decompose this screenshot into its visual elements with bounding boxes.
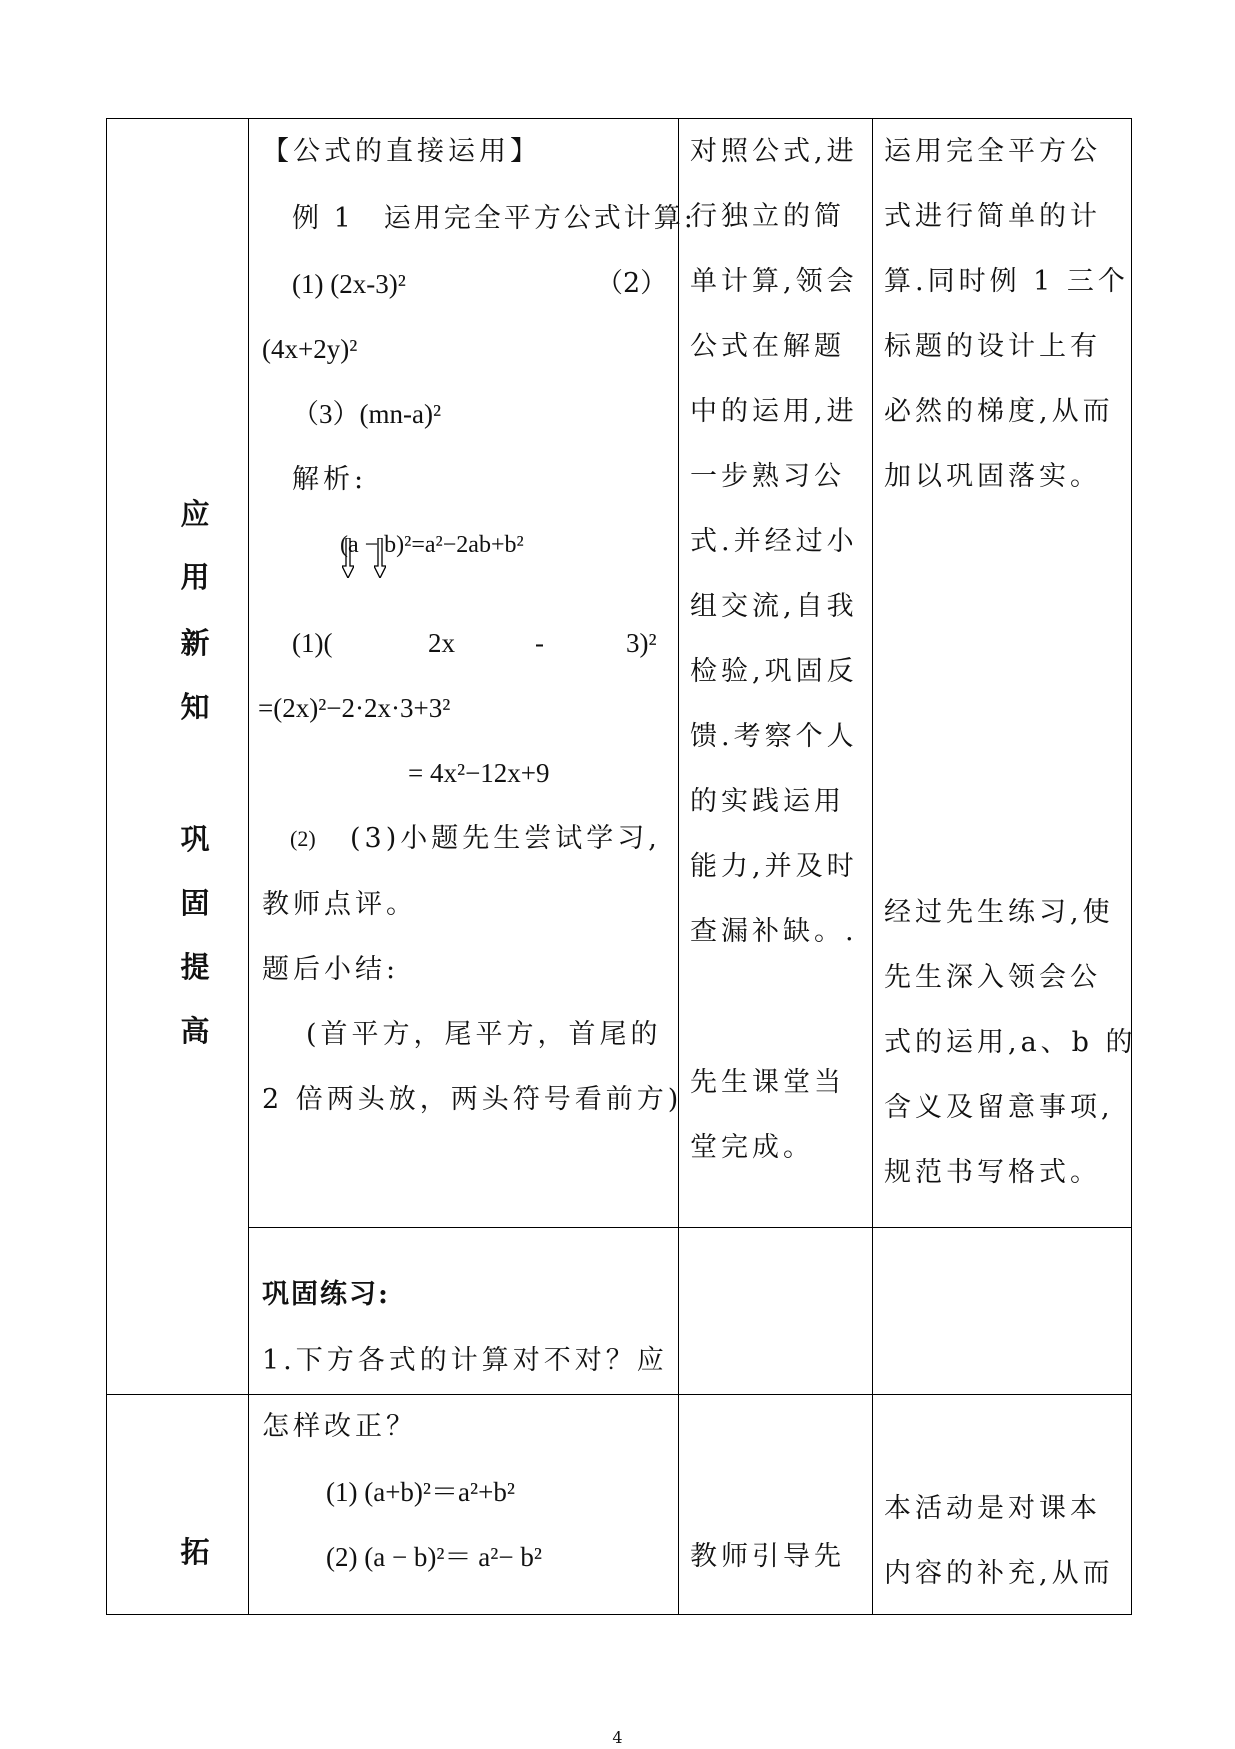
section-label-char: 巩 [180, 822, 210, 856]
practice-question-cont: 怎样改正？ [262, 1411, 417, 1442]
design-intent-line: 加以巩固落实。 [884, 461, 1101, 492]
summary-line-1: (首平方，尾平方，首尾的 [306, 1019, 662, 1050]
question-2-expr: (4x+2y)² [262, 334, 358, 364]
student-activity-line: 能力,并及时 [690, 851, 858, 882]
design-intent-line: 本活动是对课本 [884, 1493, 1101, 1524]
student-activity-line: 中的运用,进 [690, 396, 858, 427]
example-title: 例 1 运用完全平方公式计算: [292, 203, 696, 234]
design-intent-line: 内容的补充,从而 [884, 1558, 1114, 1589]
practice-item-2: (2) (a − b)²＝ a²− b² [326, 1542, 542, 1572]
student-activity-line: 的实践运用 [690, 786, 845, 817]
student-activity-line: 对照公式,进 [690, 136, 858, 167]
student-activity-line: 先生课堂当 [690, 1067, 845, 1098]
question-1: (1) (2x-3)² [292, 269, 406, 299]
section-label-char: 新 [180, 626, 210, 660]
content-heading: 【公式的直接运用】 [262, 136, 541, 167]
solution-line-1-minus: - [535, 628, 544, 658]
student-activity-line: 行独立的简 [690, 201, 845, 232]
design-intent-line: 式进行简单的计 [884, 201, 1101, 232]
solution-line-3: = 4x²−12x+9 [408, 758, 550, 788]
practice-title: 巩固练习: [262, 1279, 390, 1310]
down-arrow-icon [342, 538, 354, 578]
table-left-border [106, 118, 107, 1615]
design-intent-line: 式的运用,a、b 的 [884, 1027, 1137, 1058]
student-activity-line: 单计算,领会 [690, 266, 858, 297]
student-activity-line: 堂完成。 [690, 1132, 814, 1163]
student-activity-line: 查漏补缺。. [690, 916, 858, 947]
row-divider-section [106, 1394, 1132, 1395]
column-divider-3 [872, 118, 873, 1615]
question-2-label: （2） [596, 268, 668, 299]
analysis-label: 解析: [292, 464, 368, 495]
design-intent-line: 先生深入领会公 [884, 962, 1101, 993]
practice-item-1: (1) (a+b)²＝a²+b² [326, 1477, 515, 1507]
section-label-char: 应 [180, 497, 210, 531]
summary-line-2: 2 倍两头放，两头符号看前方) [262, 1084, 683, 1115]
design-intent-line: 算.同时例 1 三个 [884, 266, 1129, 297]
solution-line-1-close: 3)² [626, 628, 657, 658]
teacher-comment: 教师点评。 [262, 889, 417, 920]
student-activity-line: 公式在解题 [690, 331, 845, 362]
design-intent-line: 含义及留意事项, [884, 1092, 1114, 1123]
table-top-border [106, 118, 1132, 119]
down-arrow-icon [374, 538, 386, 578]
section-label-char: 固 [180, 886, 210, 920]
table-right-border [1131, 118, 1132, 1615]
design-intent-line: 运用完全平方公 [884, 136, 1101, 167]
section-label-char: 用 [180, 560, 210, 594]
student-activity-line: 检验,巩固反 [690, 656, 858, 687]
student-activity-line: 组交流,自我 [690, 591, 858, 622]
student-activity-line: 一步熟习公 [690, 461, 845, 492]
column-divider-1 [248, 118, 249, 1615]
design-intent-line: 规范书写格式。 [884, 1157, 1101, 1188]
student-activity-line: 式.并经过小 [690, 526, 858, 557]
solution-line-1-open: (1)( [292, 628, 333, 658]
student-activity-line: 馈.考察个人 [690, 721, 858, 752]
table-bottom-border [106, 1614, 1132, 1615]
design-intent-line: 经过先生练习,使 [884, 897, 1114, 928]
student-activity-line: 教师引导先 [690, 1541, 845, 1572]
section-label-char: 高 [180, 1014, 210, 1048]
design-intent-line: 标题的设计上有 [884, 331, 1101, 362]
solution-line-2: =(2x)²−2·2x·3+3² [258, 693, 451, 723]
section-label-char: 提 [180, 950, 210, 984]
line-23-text: (3)小题先生尝试学习, [350, 823, 661, 854]
column-divider-2 [678, 118, 679, 1615]
practice-question: 1.下方各式的计算对不对？应 [262, 1345, 668, 1376]
summary-title: 题后小结: [262, 954, 400, 985]
line-23-label: (2) [290, 826, 316, 851]
solution-line-1-term: 2x [428, 628, 455, 658]
section-label-char: 拓 [180, 1535, 210, 1569]
formula: (a − b)²=a²−2ab+b² [340, 532, 524, 558]
design-intent-line: 必然的梯度,从而 [884, 396, 1114, 427]
page-number: 4 [612, 1728, 623, 1747]
row-divider-inner [248, 1227, 1132, 1228]
section-label-char: 知 [180, 690, 210, 724]
question-3: （3）(mn-a)² [292, 399, 442, 429]
